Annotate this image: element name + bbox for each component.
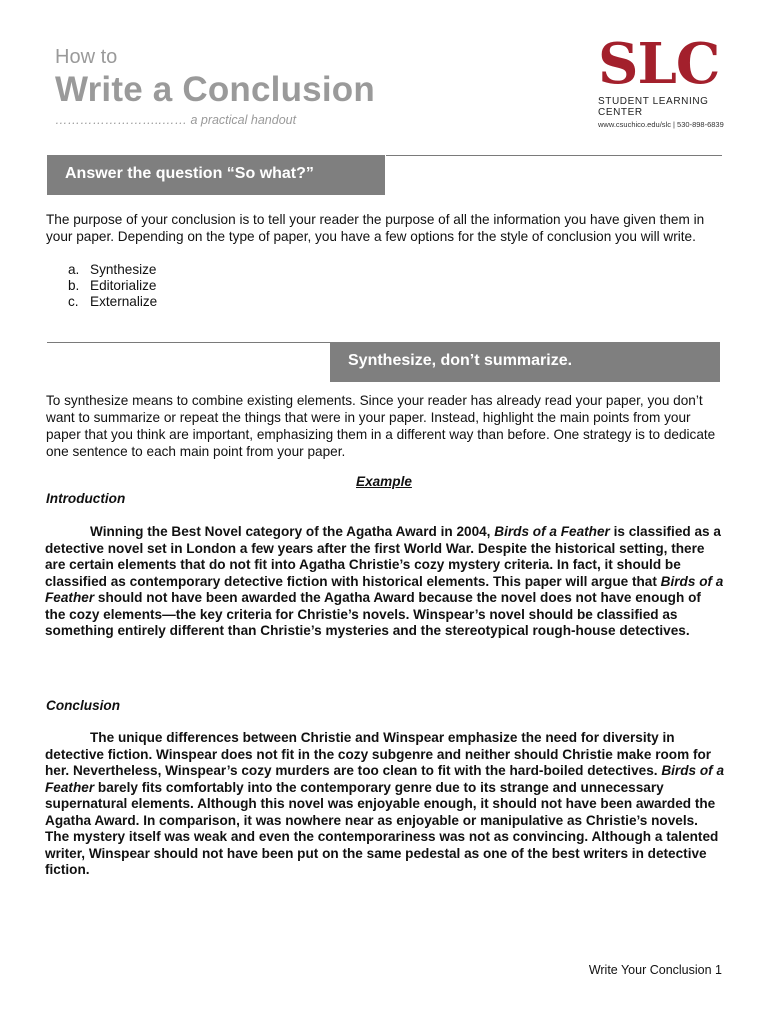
- list-item: [68, 294, 157, 310]
- conclusion-text-2: barely fits comfortably into the contemporary genre due to its strange and unnecessary supernatural elements. Although this novel was enjoyable enough, it should not have been awarded the Agatha Award. In comparison, it was nowhere near as enjoyable or manipulative as Christie’s novels. The mystery itself was weak and even the contemporariness was not as convincing. Although a talented writer, Winspear should not have been put on the same pedestal as one of the best writers in detective fiction.: [45, 779, 719, 877]
- list-marker: b.: [68, 278, 80, 293]
- list-item-text: Editorialize: [90, 278, 157, 293]
- section1-paragraph: The purpose of your conclusion is to tell your reader the purpose of all the information you have given them in your paper. Depending on the type of paper, you have a few options for the style of conclusion you will write.: [46, 212, 705, 244]
- conclusion-paragraph: [45, 730, 725, 879]
- page-title: Write a Conclusion: [55, 70, 375, 109]
- page-subtitle: [55, 113, 296, 127]
- list-item: [68, 262, 157, 278]
- header-rule: [386, 155, 722, 156]
- conclusion-text-1: The unique differences between Christie and Winspear emphasize the need for diversity in detective fiction. Winspear does not fit in the cozy subgenre and neither should Christie make room for her. Nevertheless, Winspear’s cozy murders are too clean to fit with the hard-boiled detectives.: [45, 730, 712, 778]
- section2-paragraph: To synthesize means to combine existing elements. Since your reader has already read your paper, you don’t want to summarize or repeat the things that were in your paper. Instead, highlight the main points from your paper that you think are important, emphasizing them in a different way than before. One strategy is to dedicate one sentence to each main point from your paper.: [46, 393, 716, 459]
- example-label: Example: [356, 474, 412, 489]
- list-item-text: Synthesize: [90, 262, 157, 277]
- intro-text-3: should not have been awarded the Agatha Award because the novel does not have enough of the cozy elements—the key criteria for Christie’s novels. Winspear’s novel should be classified as something entirely different than Christie’s mysteries and the stereotypical rough-house detectives.: [45, 590, 701, 638]
- section-heading-2: Synthesize, don’t summarize.: [348, 352, 573, 369]
- intro-book-title-1: Birds of a Feather: [494, 524, 610, 539]
- subtitle-text: a practical handout: [190, 113, 297, 127]
- introduction-label: Introduction: [46, 491, 126, 506]
- logo-contact: www.csuchico.edu/slc | 530-898-6839: [598, 120, 724, 129]
- page-footer: Write Your Conclusion 1: [588, 963, 722, 977]
- slc-logo: [598, 31, 738, 129]
- style-list: [68, 262, 157, 310]
- list-item: [68, 278, 157, 294]
- subtitle-dots: ……………………..……: [55, 113, 187, 127]
- conclusion-label: Conclusion: [46, 698, 121, 713]
- list-marker: a.: [68, 262, 80, 277]
- intro-text-2: is classified as a detective novel set in London a few years after the first World War. Despite the historical setting, there are certain elements that do not fit into Agatha Christie’s cozy mystery criteria. In fact, it should be classified as contemporary detective fiction with historical elements. This paper will argue that: [45, 524, 721, 589]
- section-heading-box-2: [330, 342, 720, 382]
- logo-mark: SLC: [598, 31, 720, 97]
- introduction-paragraph: [45, 524, 725, 640]
- section-heading-box-1: [47, 155, 385, 195]
- logo-name: STUDENT LEARNING CENTER: [598, 96, 709, 118]
- conclusion-book-title: Birds of a Feather: [45, 763, 725, 795]
- section-rule: [47, 342, 330, 343]
- intro-text-1: Winning the Best Novel category of the Agatha Award in 2004,: [90, 524, 495, 539]
- list-marker: c.: [68, 294, 79, 309]
- intro-book-title-2: Birds of a Feather: [45, 573, 724, 605]
- list-item-text: Externalize: [90, 294, 158, 309]
- header-how-to: How to: [55, 46, 118, 68]
- section-heading-1: Answer the question “So what?”: [65, 165, 314, 182]
